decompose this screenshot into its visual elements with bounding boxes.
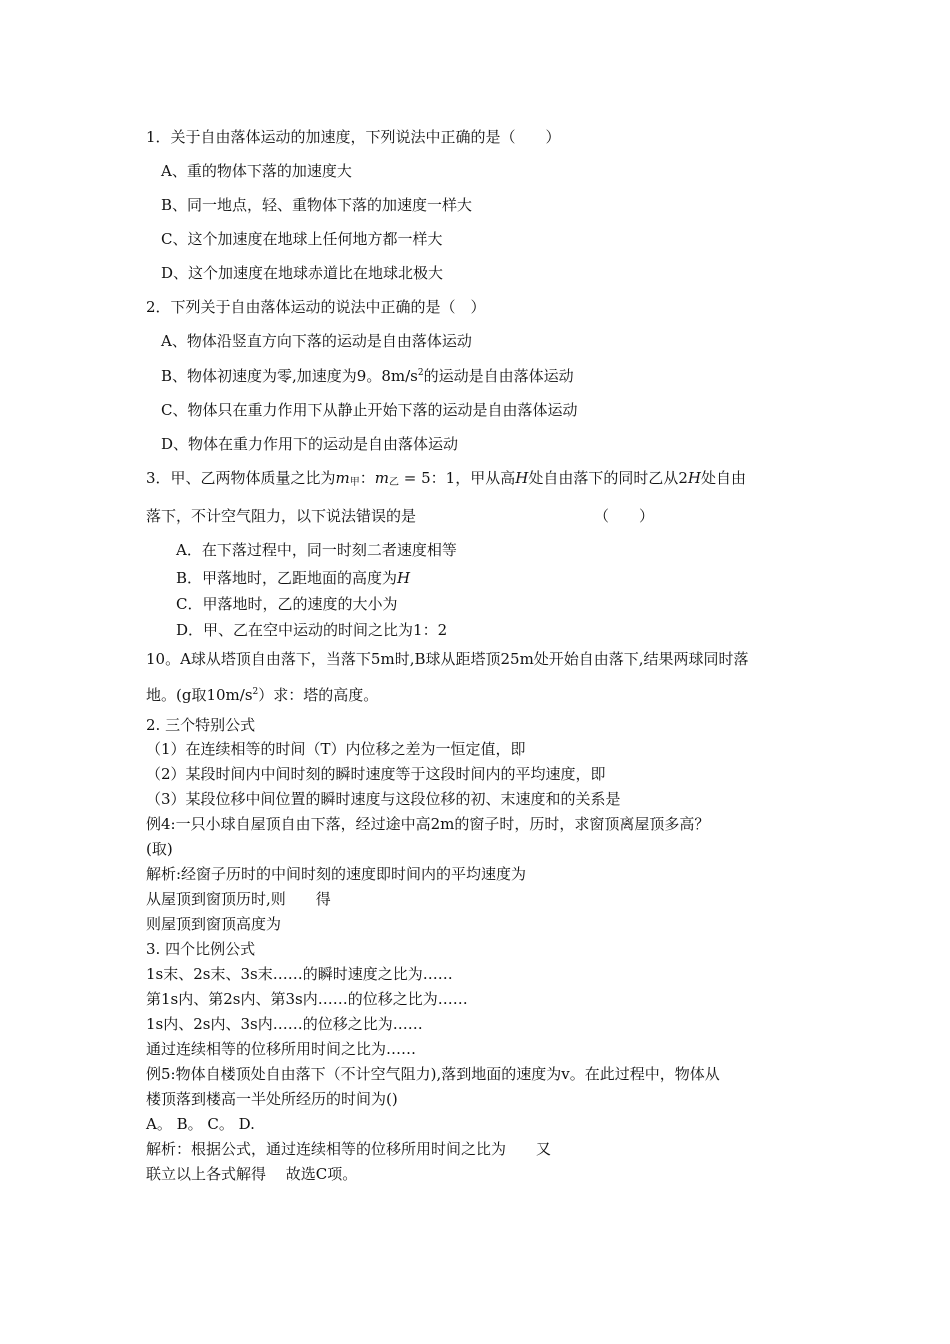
question-3-option-b: B．甲落地时，乙距地面的高度为H <box>176 569 411 587</box>
question-1-option-b: B、同一地点，轻、重物体下落的加速度一样大 <box>161 196 473 214</box>
question-3-option-c: C．甲落地时，乙的速度的大小为 <box>176 595 398 613</box>
question-3-answer-paren: （ ） <box>594 507 655 525</box>
question-3-option-d: D．甲、乙在空中运动的时间之比为1：2 <box>176 621 448 639</box>
section-2-title: 2. 三个特别公式 <box>146 716 256 734</box>
section-2-item-2: （2）某段时间内中间时刻的瞬时速度等于这段时间内的平均速度，即 <box>146 765 606 783</box>
example-5-line-2: 楼顶落到楼高一半处所经历的时间为() <box>146 1090 398 1108</box>
question-10-line-1: 10。A球从塔顶自由落下，当落下5m时,B球从距塔顶25m处开始自由落下,结果两球同时落 <box>146 650 749 668</box>
example-4-line-5: 则屋顶到窗顶高度为 <box>146 915 282 933</box>
section-3-title: 3. 四个比例公式 <box>146 940 256 958</box>
example-5-line-3: A。 B。 C。 D. <box>146 1115 255 1133</box>
question-2-option-b: B、物体初速度为零,加速度为9。$8m/s^2$的运动是自由落体运动 <box>161 367 574 385</box>
question-10-line-2: 地。(g取$10m/s^2$）求：塔的高度。 <box>146 686 379 704</box>
question-2-option-d: D、物体在重力作用下的运动是自由落体运动 <box>161 435 459 453</box>
question-2-option-c: C、物体只在重力作用下从静止开始下落的运动是自由落体运动 <box>161 401 578 419</box>
example-5-line-4: 解析：根据公式，通过连续相等的位移所用时间之比为 又 <box>146 1140 552 1158</box>
question-3-stem-line-2: 落下，不计空气阻力，以下说法错误的是 <box>146 507 417 525</box>
question-1-option-d: D、这个加速度在地球赤道比在地球北极大 <box>161 264 444 282</box>
example-4-line-3: 解析:经窗子历时的中间时刻的速度即时间内的平均速度为 <box>146 865 527 883</box>
example-4-line-4: 从屋顶到窗顶历时,则 得 <box>146 890 331 908</box>
section-3-item-3: 1s内、2s内、3s内……的位移之比为…… <box>146 1015 423 1033</box>
question-1-option-c: C、这个加速度在地球上任何地方都一样大 <box>161 230 443 248</box>
section-3-item-1: 1s末、2s末、3s末……的瞬时速度之比为…… <box>146 965 453 983</box>
example-5-line-5: 联立以上各式解得 故选C项。 <box>146 1165 358 1183</box>
example-5-line-1: 例5:物体自楼顶处自由落下（不计空气阻力),落到地面的速度为v。在此过程中，物体从 <box>146 1065 720 1083</box>
question-3-stem-line-1: 3．甲、乙两物体质量之比为$m_甲$：$m_乙 = 5$：1，甲从高H处自由落下的同时乙从2H处自由 <box>146 469 746 488</box>
section-3-item-4: 通过连续相等的位移所用时间之比为…… <box>146 1040 417 1058</box>
question-2-stem: 2．下列关于自由落体运动的说法中正确的是（ ） <box>146 298 486 316</box>
section-2-item-1: （1）在连续相等的时间（T）内位移之差为一恒定值，即 <box>146 740 526 758</box>
question-3-option-a: A．在下落过程中，同一时刻二者速度相等 <box>176 541 457 559</box>
question-2-option-a: A、物体沿竖直方向下落的运动是自由落体运动 <box>161 332 472 350</box>
section-3-item-2: 第1s内、第2s内、第3s内……的位移之比为…… <box>146 990 468 1008</box>
example-4-line-1: 例4:一只小球自屋顶自由下落，经过途中高2m的窗子时，历时，求窗顶离屋顶多高？ <box>146 815 710 833</box>
question-1-stem: 1．关于自由落体运动的加速度，下列说法中正确的是（ ） <box>146 128 561 146</box>
section-2-item-3: （3）某段位移中间位置的瞬时速度与这段位移的初、末速度和的关系是 <box>146 790 621 808</box>
question-1-option-a: A、重的物体下落的加速度大 <box>161 162 352 180</box>
example-4-line-2: (取) <box>146 840 173 858</box>
